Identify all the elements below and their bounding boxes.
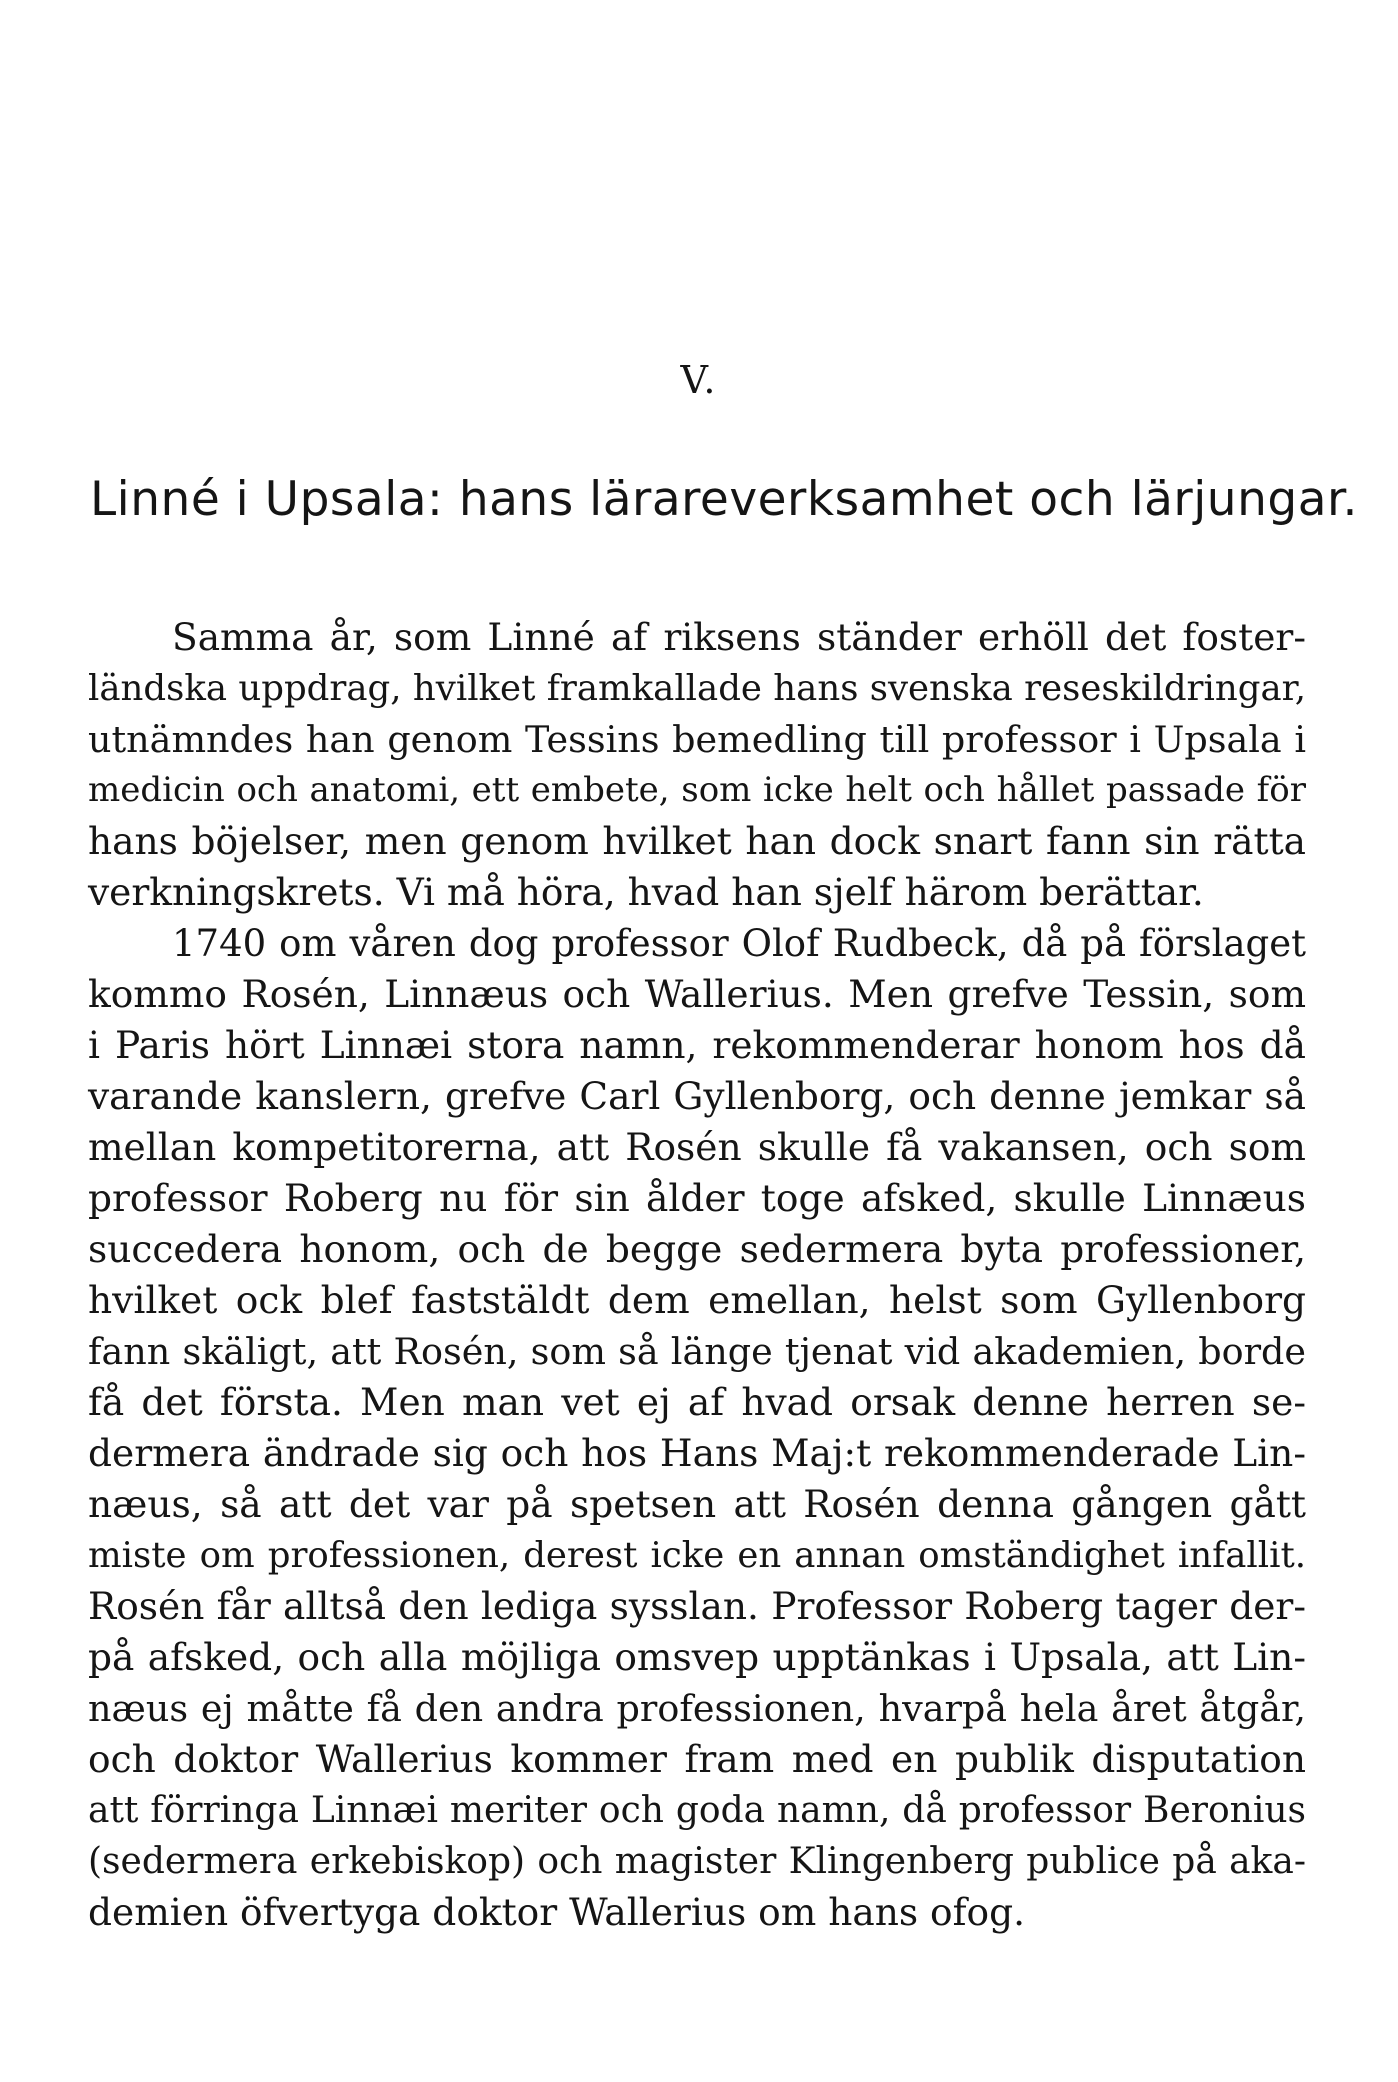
text-line: och doktor Wallerius kommer fram med en publik disputation [88,1737,1306,1781]
text-line: kommo Rosén, Linnæus och Wallerius. Men grefve Tessin, som [88,972,1306,1016]
text-line: næus, så att det var på spetsen att Rosén denna gången gått [88,1482,1306,1526]
text-line: varande kanslern, grefve Carl Gyllenborg, och denne jemkar så [88,1074,1306,1118]
text-line: fann skäligt, att Rosén, som så länge tjenat vid akademien, borde [88,1330,1306,1373]
text-line: på afsked, och alla möjliga omsvep upptänkas i Upsala, att Lin- [88,1635,1306,1679]
text-line: dermera ändrade sig och hos Hans Maj:t rekommenderade Lin- [88,1431,1306,1475]
text-line: (sedermera erkebiskop) och magister Klingenberg publice på aka- [88,1841,1306,1882]
text-line: utnämndes han genom Tessins bemedling till professor i Upsala i [88,718,1306,761]
text-line: hvilket ock blef faststäldt dem emellan, helst som Gyllenborg [88,1278,1306,1322]
text-line: hans böjelser, men genom hvilket han dock snart fann sin rätta [88,819,1306,863]
text-line: 1740 om våren dog professor Olof Rudbeck, då på förslaget [172,922,1306,965]
text-line: få det första. Men man vet ej af hvad orsak denne herren se- [88,1380,1306,1424]
text-line: mellan kompetitorerna, att Rosén skulle få vakansen, och som [88,1125,1306,1169]
text-line: demien öfvertyga doktor Wallerius om hans ofog. [88,1890,1026,1934]
text-line: Rosén får alltså den lediga sysslan. Professor Roberg tager der- [88,1584,1306,1628]
text-line: att förringa Linnæi meriter och goda namn, då professor Beronius [88,1790,1306,1831]
text-line: miste om professionen, derest icke en annan omständighet infallit. [88,1535,1306,1576]
body-text [88,612,1306,1938]
chapter-number: V. [680,358,718,402]
text-line: ländska uppdrag, hvilket framkallade hans svenska reseskildringar, [88,668,1306,709]
text-line: medicin och anatomi, ett embete, som icke helt och hållet passade för [88,770,1306,810]
text-line: Samma år, som Linné af riksens ständer erhöll det foster- [172,615,1306,659]
chapter-title: Linné i Upsala: hans lärareverksamhet och lärjungar. [90,472,1358,527]
text-line: professor Roberg nu för sin ålder toge afsked, skulle Linnæus [88,1176,1306,1220]
text-line: i Paris hört Linnæi stora namn, rekommenderar honom hos då [88,1023,1306,1067]
text-line: verkningskrets. Vi må höra, hvad han sjelf härom berättar. [88,870,1204,914]
text-line: succedera honom, och de begge sedermera byta professioner, [88,1227,1306,1271]
text-line: næus ej måtte få den andra professionen, hvarpå hela året åtgår, [88,1687,1306,1730]
